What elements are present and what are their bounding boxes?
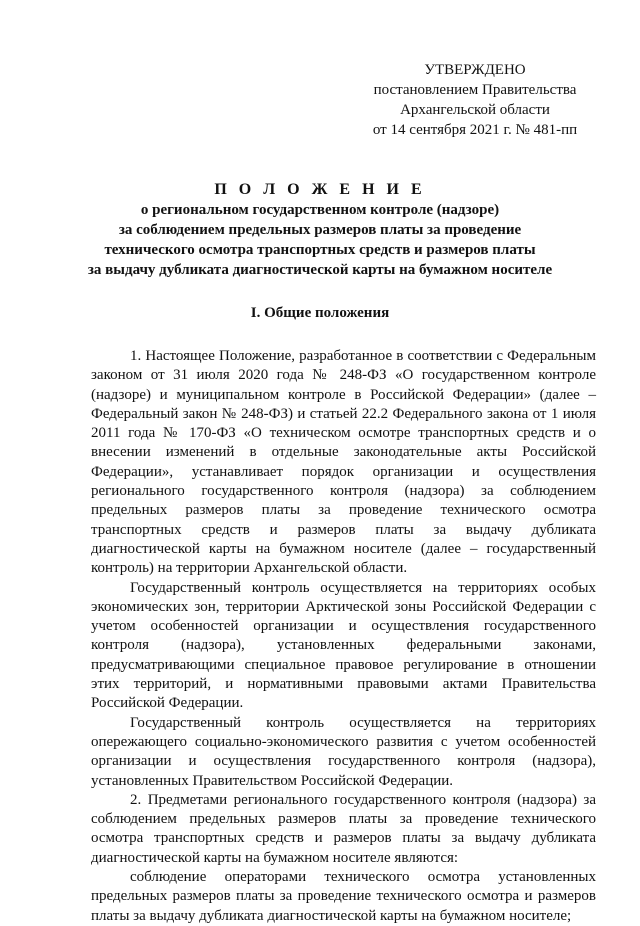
paragraph-5: соблюдение операторами технического осмотра установленных предельных размеров платы за проведение технического осмотра и размеров платы за выдачу дубликата диагностической карты на бумажном носителе; [91, 869, 596, 924]
paragraph-3: Государственный контроль осуществляется на территориях опережающего социально-экономического развития с учетом особенностей организации и осуществления государственного контроля (надзора), установленных Правительством Российской Федерации. [91, 714, 596, 789]
approval-region: Архангельской области [400, 102, 550, 118]
document-title-line-2: за соблюдением предельных размеров платы за проведение [118, 222, 522, 238]
document-body [91, 347, 596, 926]
approval-stamp [330, 60, 620, 140]
approval-label: УТВЕРЖДЕНО [424, 62, 526, 78]
document-type-heading: П О Л О Ж Е Н И Е [214, 181, 426, 198]
document-title-line-1: о региональном государственном контроле (надзоре) [140, 202, 500, 218]
paragraph-4: 2. Предметами регионального государственного контроля (надзора) за соблюдением предельных размеров платы за проведение технического осмотра транспортных средств и размеров платы за выдачу дубликата диагностической карты на бумажном носителе являются: [91, 791, 596, 866]
approval-authority: постановлением Правительства [373, 82, 577, 98]
section-heading: I. Общие положения [250, 305, 390, 321]
document-title-line-3: технического осмотра транспортных средств и размеров платы [104, 242, 536, 258]
paragraph-1: 1. Настоящее Положение, разработанное в соответствии с Федеральным законом от 31 июля 2020 года № 248-ФЗ «О государственном контроле (надзоре) и муниципальном контроле в Российской Федерации» (далее – Федеральный закон № 248-ФЗ) и статьей 22.2 Федерального закона от 1 июля 2011 года № 170-ФЗ «О техническом осмотре транспортных средств и о внесении изменений в отдельные законодательные акты Российской Федерации», устанавливает порядок организации и осуществления регионального государственного контроля (надзора) за соблюдением предельных размеров платы за проведение технического осмотра транспортных средств и размеров платы за выдачу дубликата диагностической карты на бумажном носителе (далее – государственный контроль) на территории Архангельской области. [91, 348, 596, 577]
approval-date-number: от 14 сентября 2021 г. № 481-пп [372, 122, 578, 138]
document-title-line-4: за выдачу дубликата диагностической карты на бумажном носителе [87, 262, 553, 278]
paragraph-2: Государственный контроль осуществляется на территориях особых экономических зон, территории Арктической зоны Российской Федерации с учетом особенностей организации и осуществления государственного контроля (надзора), установленных федеральными законами, предусматривающими специальное правовое регулирование в отношении этих территорий, и нормативными правовыми актами Правительства Российской Федерации. [91, 579, 596, 712]
document-title [60, 180, 580, 280]
